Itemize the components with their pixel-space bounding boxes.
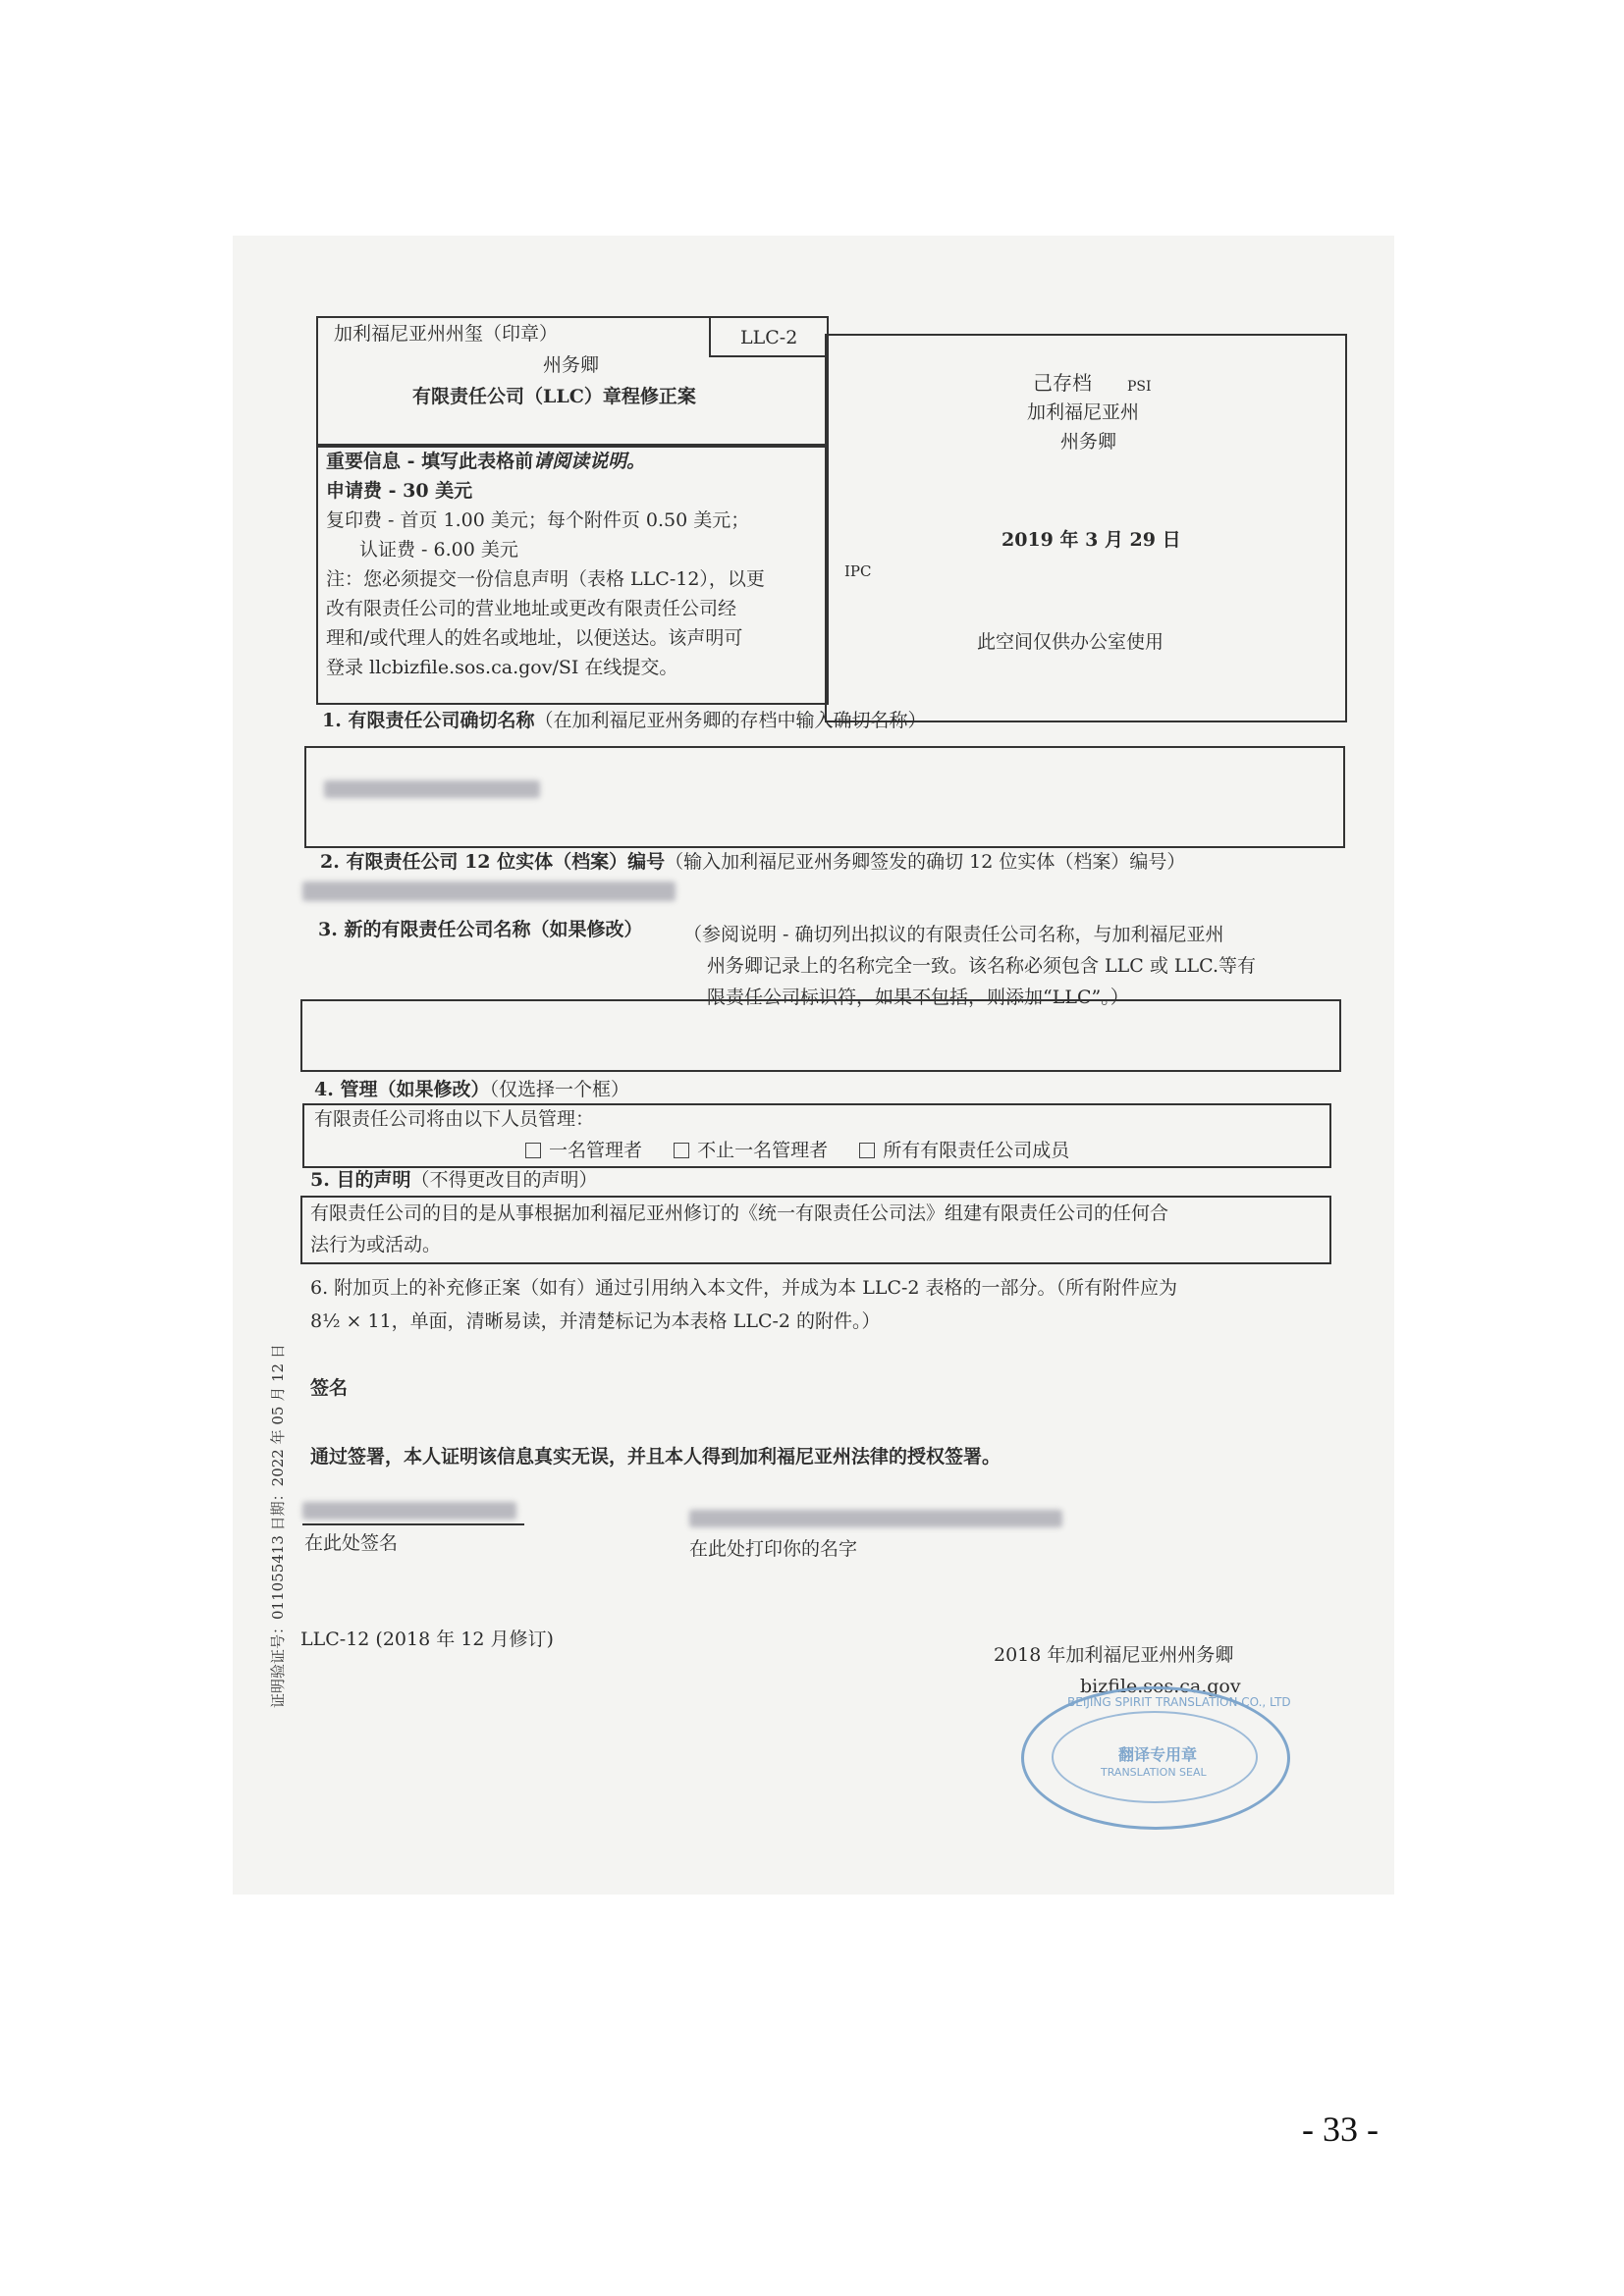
section3-hint1: （参阅说明 - 确切列出拟议的有限责任公司名称，与加利福尼亚州 bbox=[683, 924, 1224, 945]
instructions-important: 重要信息 - 填写此表格前 bbox=[326, 451, 534, 472]
entity-number-redacted bbox=[302, 881, 676, 901]
verification-note: 证明验证号：011055413 日期：2022 年 05 月 12 日 bbox=[269, 1344, 287, 1708]
sign-here-label[interactable]: 在此处签名 bbox=[304, 1532, 399, 1554]
signature-statement: 通过签署，本人证明该信息真实无误，并且本人得到加利福尼亚州法律的授权签署。 bbox=[310, 1446, 1001, 1468]
print-name-label[interactable]: 在此处打印你的名字 bbox=[689, 1538, 858, 1560]
section5-hint: （不得更改目的声明） bbox=[410, 1169, 598, 1191]
form-code: LLC-2 bbox=[740, 327, 798, 348]
office-state: 加利福尼亚州 bbox=[1027, 401, 1140, 423]
note-line4: 登录 llcbizfile.sos.ca.gov/SI 在线提交。 bbox=[326, 657, 678, 678]
office-use-note: 此空间仅供办公室使用 bbox=[977, 631, 1164, 653]
section4-title: 4. 管理（如果修改） bbox=[314, 1079, 490, 1100]
one-manager-label: 一名管理者 bbox=[549, 1140, 643, 1161]
instructions-read: 请阅读说明。 bbox=[533, 451, 646, 472]
all-members-label: 所有有限责任公司成员 bbox=[883, 1140, 1070, 1161]
one-manager-checkbox[interactable] bbox=[525, 1143, 541, 1158]
all-members-checkbox[interactable] bbox=[859, 1143, 875, 1158]
purpose-line2: 法行为或活动。 bbox=[310, 1234, 442, 1255]
new-company-name-field[interactable] bbox=[300, 999, 1341, 1072]
note-line2: 改有限责任公司的营业地址或更改有限责任公司经 bbox=[326, 598, 737, 619]
form-title: 有限责任公司（LLC）章程修正案 bbox=[412, 386, 696, 407]
form-revision: LLC-12 (2018 年 12 月修订) bbox=[300, 1629, 554, 1650]
section4-label bbox=[314, 1078, 629, 1101]
management-text: 有限责任公司将由以下人员管理： bbox=[314, 1108, 595, 1130]
section1-hint: （在加利福尼亚州务卿的存档中输入确切名称） bbox=[534, 710, 927, 731]
copy-fee: 复印费 - 首页 1.00 美元；每个附件页 0.50 美元； bbox=[326, 509, 750, 531]
section4-hint: （仅选择一个框） bbox=[489, 1079, 629, 1100]
stamp-seal-text: TRANSLATION SEAL bbox=[1101, 1766, 1207, 1779]
section6-line2: 8½ × 11，单面，清晰易读，并清楚标记为本表格 LLC-2 的附件。） bbox=[310, 1310, 881, 1332]
copyright: 2018 年加利福尼亚州州务卿 bbox=[994, 1644, 1234, 1666]
office-label: 州务卿 bbox=[543, 354, 600, 376]
filed-date: 2019 年 3 月 29 日 bbox=[1001, 529, 1181, 551]
translation-stamp bbox=[1021, 1686, 1290, 1830]
management-options bbox=[525, 1139, 1069, 1162]
note-line3: 理和/或代理人的姓名或地址，以便送达。该声明可 bbox=[326, 627, 743, 649]
section5-title: 5. 目的声明 bbox=[310, 1169, 411, 1191]
page-number: - 33 - bbox=[1302, 2109, 1379, 2149]
section3-label: 3. 新的有限责任公司名称（如果修改） bbox=[318, 919, 643, 940]
section1-label bbox=[322, 709, 926, 732]
section2-hint: （输入加利福尼亚州务卿签发的确切 12 位实体（档案）编号） bbox=[665, 851, 1186, 873]
stamp-outer-text: BEIJING SPIRIT TRANSLATION CO., LTD bbox=[1067, 1695, 1291, 1709]
psi-label: PSI bbox=[1127, 379, 1152, 395]
section3-hint2: 州务卿记录上的名称完全一致。该名称必须包含 LLC 或 LLC.等有 bbox=[707, 955, 1257, 977]
signature-redacted bbox=[302, 1502, 516, 1520]
section2-title: 2. 有限责任公司 12 位实体（档案）编号 bbox=[320, 851, 666, 873]
company-name-redacted bbox=[324, 780, 540, 798]
multiple-managers-checkbox[interactable] bbox=[674, 1143, 689, 1158]
signature-heading: 签名 bbox=[310, 1377, 349, 1399]
stamp-center-text: 翻译专用章 bbox=[1118, 1745, 1198, 1764]
purpose-line1: 有限责任公司的目的是从事根据加利福尼亚州修订的《统一有限责任公司法》组建有限责任公司的任何合 bbox=[310, 1202, 1169, 1224]
state-seal-label: 加利福尼亚州州玺（印章） bbox=[334, 323, 559, 345]
signature-line bbox=[302, 1523, 524, 1525]
section2-label bbox=[320, 850, 1185, 874]
filing-fee: 申请费 - 30 美元 bbox=[326, 480, 473, 502]
section5-label bbox=[310, 1168, 597, 1192]
filed-label: 己存档 bbox=[1033, 371, 1092, 395]
instructions-line1 bbox=[326, 450, 645, 473]
section6-line1: 6. 附加页上的补充修正案（如有）通过引用纳入本文件，并成为本 LLC-2 表格的一部分。（所有附件应为 bbox=[310, 1277, 1178, 1299]
website: bizfile.sos.ca.gov bbox=[1080, 1676, 1241, 1697]
section1-title: 1. 有限责任公司确切名称 bbox=[322, 710, 535, 731]
multiple-managers-label: 不止一名管理者 bbox=[697, 1140, 829, 1161]
note-line1: 注：您必须提交一份信息声明（表格 LLC-12），以更 bbox=[326, 568, 765, 590]
ipc-label: IPC bbox=[844, 562, 872, 580]
printed-name-redacted bbox=[689, 1510, 1062, 1527]
section3-hint3: 限责任公司标识符，如果不包括，则添加“LLC”。） bbox=[707, 987, 1129, 1008]
cert-fee: 认证费 - 6.00 美元 bbox=[359, 539, 518, 561]
office-office: 州务卿 bbox=[1060, 431, 1117, 453]
